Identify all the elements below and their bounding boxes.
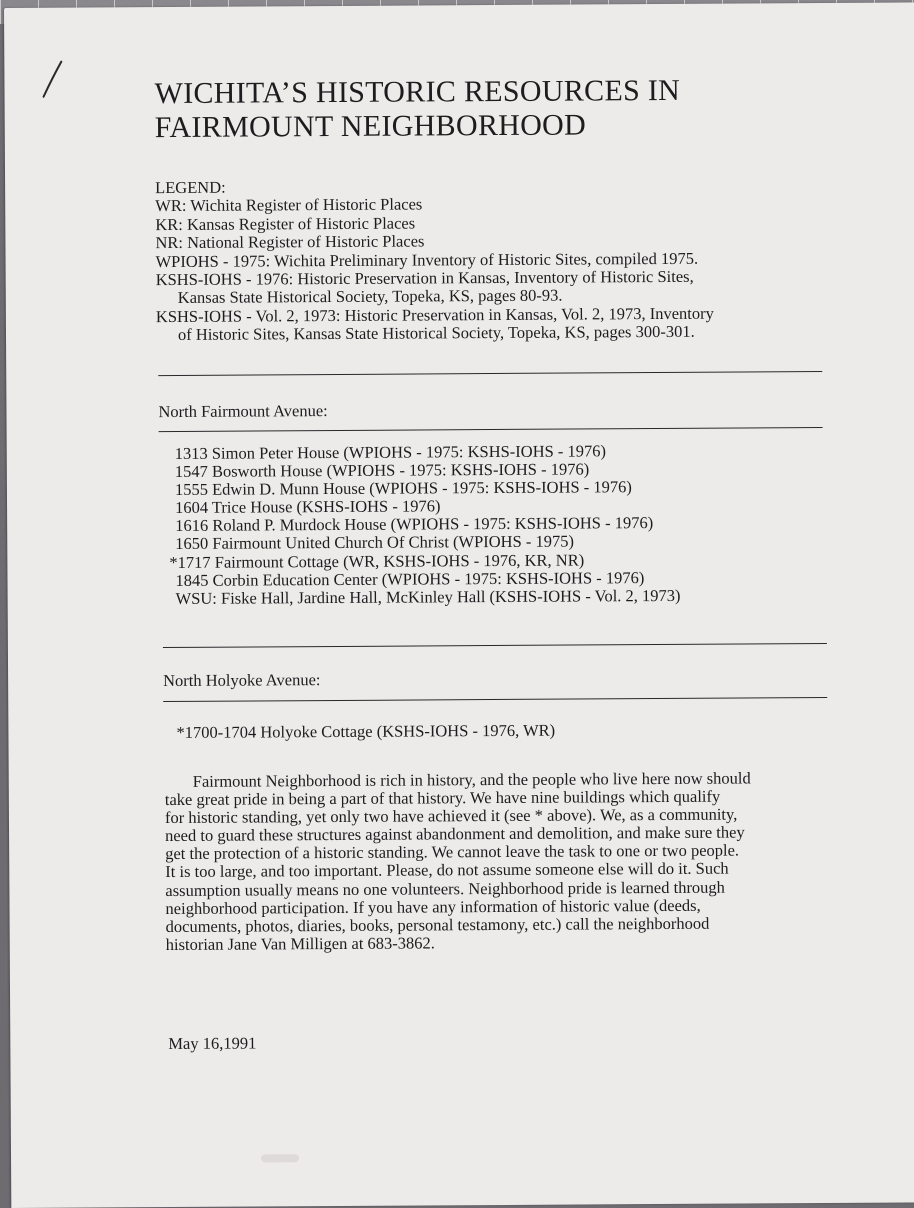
divider-rule — [163, 643, 827, 648]
list-item: 1555 Edwin D. Munn House (WPIOHS - 1975: KSHS-IOHS - 1976) — [174, 477, 632, 500]
list-item: 1616 Roland P. Murdock House (WPIOHS - 1975: KSHS-IOHS - 1976) — [175, 513, 654, 536]
list-item: *1717 Fairmount Cottage (WR, KSHS-IOHS - 1976, KR, NR) — [169, 550, 585, 572]
document-page — [4, 2, 914, 1208]
legend-line: KSHS-IOHS - Vol. 2, 1973: Historic Preservation in Kansas, Vol. 2, 1973, Inventory — [155, 303, 714, 326]
document-title — [154, 74, 680, 145]
paragraph-line: neighborhood participation. If you have any information of historic value (deeds, — [165, 895, 701, 918]
document-date: May 16,1991 — [168, 1033, 257, 1054]
title-line: WICHITA’S HISTORIC RESOURCES IN — [154, 73, 681, 111]
legend-line: WR: Wichita Register of Historic Places — [155, 194, 423, 216]
title-line: FAIRMOUNT NEIGHBORHOOD — [154, 108, 587, 145]
legend-heading: LEGEND: — [155, 177, 226, 198]
list-item: 1547 Bosworth House (WPIOHS - 1975: KSHS-IOHS - 1976) — [174, 459, 590, 482]
divider-rule — [159, 427, 823, 432]
legend-line: KSHS-IOHS - 1976: Historic Preservation in Kansas, Inventory of Historic Sites, — [155, 266, 694, 290]
paragraph-line: Fairmount Neighborhood is rich in history, and the people who live here now should — [192, 768, 751, 791]
list-item: 1650 Fairmount United Church Of Christ (WPIOHS - 1975) — [175, 531, 575, 554]
legend — [155, 175, 856, 345]
legend-line: Kansas State Historical Society, Topeka, KS, pages 80-93. — [177, 286, 563, 308]
paragraph-line: get the protection of a historic standing. We cannot leave the task to one or two people. — [165, 840, 740, 864]
legend-line: KR: Kansas Register of Historic Places — [155, 213, 416, 234]
list-item: 1845 Corbin Education Center (WPIOHS - 1975: KSHS-IOHS - 1976) — [175, 567, 645, 590]
body-paragraph — [165, 769, 846, 954]
list-item: *1700-1704 Holyoke Cottage (KSHS-IOHS - 1976, WR) — [176, 720, 556, 742]
paragraph-line: take great pride in being a part of that history. We have nine buildings which qualify — [164, 786, 721, 810]
paragraph-line: assumption usually means no one volunteers. Neighborhood pride is learned through — [165, 877, 725, 900]
pen-slash-mark — [40, 60, 64, 100]
paragraph-line: documents, photos, diaries, books, personal testamony, etc.) call the neighborhood — [165, 913, 710, 936]
paragraph-line: for historic standing, yet only two have achieved it (see * above). We, as a community, — [164, 804, 738, 828]
paper-smudge — [261, 1154, 299, 1162]
section-heading-north-holyoke: North Holyoke Avenue: — [163, 670, 321, 691]
north-fairmount-list — [169, 441, 681, 608]
paragraph-line: need to guard these structures against abandonment and demolition, and make sure they — [165, 822, 745, 846]
list-item: 1313 Simon Peter House (WPIOHS - 1975: KSHS-IOHS - 1976) — [174, 441, 607, 463]
paragraph-line: historian Jane Van Milligen at 683-3862. — [165, 933, 435, 954]
paragraph-line: It is too large, and too important. Please, do not assume someone else will do it. Such — [165, 859, 729, 882]
divider-rule — [163, 697, 827, 702]
list-item: 1604 Trice House (KSHS-IOHS - 1976) — [174, 496, 441, 518]
legend-line: WPIOHS - 1975: Wichita Preliminary Inventory of Historic Sites, compiled 1975. — [155, 248, 699, 271]
legend-line: NR: National Register of Historic Places — [155, 231, 425, 253]
divider-rule — [158, 371, 822, 376]
section-heading-north-fairmount: North Fairmount Avenue: — [158, 401, 328, 422]
legend-line: of Historic Sites, Kansas State Historical Society, Topeka, KS, pages 300-301. — [177, 322, 695, 345]
list-item: WSU: Fiske Hall, Jardine Hall, McKinley Hall (KSHS-IOHS - Vol. 2, 1973) — [175, 585, 681, 608]
